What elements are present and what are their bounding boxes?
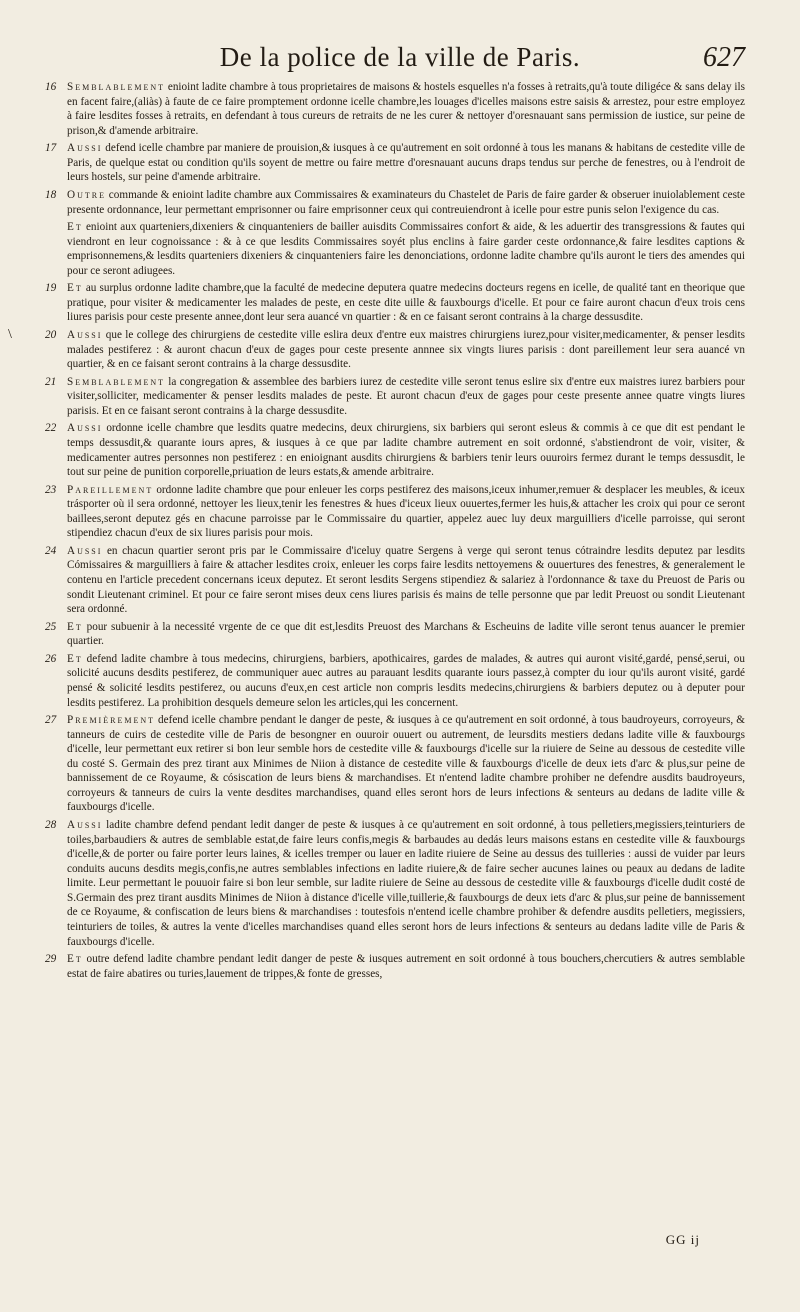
paragraph-text: ordonne icelle chambre que lesdits quatre medecins, deux chirurgiens, six barbiers qui seront esleus & commis à ce que dit est pendant le temps dessusdit,& quarante iours apres, & iusques à ce que par ladite chambre autrement en soit ordonné, s'abstiendront de voir, visiter, & medicamenter autres personnes non pestiferez : en enioignant ausdits chirurgiens & barbiers tenir leurs ouuroirs fermez durant le temps dessusdit, le tout sur peine de punition corporelle,priuation de leurs estats,& amende arbitraire. (67, 422, 745, 479)
paragraph-text: au surplus ordonne ladite chambre,que la faculté de medecine deputera quatre medecins docteurs regens en icelle, de qualité tant en theorique que pratique, pour visiter & medicamenter les malades de peste, en ceste dite uille & fauxbourgs d'icelle. Et pour ce faire auront chacun d'eux trois cens liures parisis pour ceste presente annee,dont leur sera auancé vn quartier : & en ce faisant seront contrains à la charge dessusdite. (67, 282, 745, 324)
page-number: 627 (703, 42, 745, 73)
paragraph-text: en chacun quartier seront pris par le Commissaire d'iceluy quatre Sergens à verge qui seront tenus cótraindre lesdits deputez par lesdits Cómissaires & marguilliers à faire & attacher lesdites croix, enleuer les corps faire lesdits nettoyemens & ouuertures des fenestres, & generalement le contenu en l'article precedent concernans iceux deputez. Et seront lesdits Sergens stipendiez & salariez à l'ordonnance & taxe du Preuost de Paris ou sondit Lieutenant criminel. Et pour ce faire seront mises deux cens liures parisis és mains de telle personne que par ledit Preuost ou sondit Lieutenant sera ordonné. (67, 544, 745, 616)
paragraph-28 (45, 818, 745, 949)
paragraph-number: 24 (45, 544, 57, 557)
paragraph-29 (45, 952, 745, 981)
paragraph-24 (45, 544, 745, 617)
margin-mark: \ (8, 327, 12, 342)
paragraph-number: 21 (45, 375, 57, 388)
paragraph-number: 23 (45, 483, 57, 496)
paragraph-number: 17 (45, 142, 57, 155)
paragraph-25 (45, 620, 745, 649)
paragraph-17 (45, 141, 745, 185)
paragraph-text: ladite chambre defend pendant ledit danger de peste & iusques à ce qu'autrement en soit ordonné, à tous pelletiers,megissiers,teinturiers de toiles,barbaudiers & autres de semblable estat,de faire leurs confis,megis & barbaudes au dedás leurs maisons estans en cestedite ville & fauxbourgs d'icelle,& de porter ou faire porter leurs laines, & icelles tremper ou lauer en ladite riuiere de Seine au dessus des tuilleries : aussi de vuider par leurs conduits aucuns desdits megis,confis,ne autres semblables infections en ladite riuiere,& de faire secher aucunes laines ou peaux au dedans de ladite limite. Leur permettant le pouuoir faire si bon leur semble, sur ladite riuiere de Seine au dessous de cestedite ville & fauxbourgs d'icelle dudit costé de S.Germain des prez tirant ausdits Minimes de Niion à distance d'icelle ville,tuillerie,& fauxbourgs de deux iets d'arc & plus,sur peine de bannissement de ce Royaume, & confiscation de leurs biens & marchandises : toutesfois n'entend icelle chambre prohiber & defendre ausdits pelletiers, megissiers, teinturiers de toiles, & autres la vente d'icelles marchandises quand elles seront hors de leurs infections & senteurs au dedans ladite ville de Paris & fauxbourgs d'icelle. (67, 819, 745, 948)
paragraph-text: pour subuenir à la necessité vrgente de ce que dit est,lesdits Preuost des Marchans & Escheuins de ladite ville seront tenus auancer le premier quartier. (67, 620, 745, 648)
paragraph-lead: Aussi (67, 819, 103, 831)
paragraph-text: defend icelle chambre par maniere de prouision,& iusques à ce qu'autrement en soit ordonné à tous les manans & habitans de cestedite ville de Paris, de quelque estat ou condition qu'ils soyent de mettre ou faire mettre d'oresnauant aucuns draps tendus sur perche de fenestres, ou à l'endroit de leurs hostels, sur peine d'amende arbitraire. (67, 142, 745, 184)
paragraph-text: outre defend ladite chambre pendant ledit danger de peste & iusques autrement en soit ordonné à tous bouchers,chercutiers & autres semblable estat de faire abatires ou turies,lauement de trippes,& fonte de gresses, (67, 953, 745, 980)
paragraph-text: commande & enioint ladite chambre aux Commissaires & examinateurs du Chastelet de Paris de faire garder & obseruer inuiolablement ceste presente ordonnance, leur permettant emprisonner ou faire emprisonner ceux qui contreuiendront à icelle pour estre punis selon l'exigence du cas. (67, 188, 745, 216)
page-title: De la police de la ville de Paris. (219, 42, 581, 72)
paragraph-number: 27 (45, 714, 57, 727)
paragraph-23 (45, 483, 745, 541)
paragraph-number: 25 (45, 620, 57, 633)
paragraph-lead: Aussi (67, 544, 103, 557)
paragraph-text: que le college des chirurgiens de cestedite ville eslira deux d'entre eux maistres chirurgiens iurez,pour visiter,medicamenter, & penser lesdits malades pestiferez : & auront chacun d'eux de gages pour ceste presente annnee six vingts liures parisis : dont pareillement leur sera auancé vn quartier, & en ce faisant seront contrains à la charge dessusdite. (67, 329, 745, 371)
paragraph-lead: Aussi (67, 329, 103, 341)
paragraph-number: 29 (45, 953, 57, 966)
paragraph-lead: Outre (67, 188, 106, 201)
paragraph-number: 18 (45, 188, 57, 201)
paragraph-lead: Aussi (67, 142, 103, 155)
paragraph-text: la congregation & assemblee des barbiers iurez de cestedite ville seront tenus eslire six d'entre eux maistres iurez barbiers pour visiter,solliciter, medicamenter & penser lesdits malades de peste. Et auront chacun d'eux de gages pour ceste presente annee quatre vingts liures parisis. Et en ce faisant seront contrains à la charge dessusdite. (67, 375, 745, 417)
paragraph-lead: Semblablement (67, 81, 165, 93)
paragraph-16 (45, 80, 745, 138)
signature-mark: GG ij (665, 1232, 700, 1247)
paragraph-lead: Semblablement (67, 375, 165, 388)
paragraph-lead: Et (67, 953, 83, 966)
paragraph-number (45, 220, 67, 278)
document-body (45, 80, 745, 984)
paragraph-lead: Et (67, 620, 83, 633)
paragraph-number: 26 (45, 652, 57, 665)
paragraph-lead: Aussi (67, 422, 103, 435)
paragraph-18-continued (45, 220, 745, 278)
paragraph-lead: Premièrement (67, 714, 155, 727)
paragraph-20 (45, 328, 745, 372)
paragraph-21 (45, 375, 745, 419)
paragraph-lead: Pareillement (67, 483, 154, 496)
paragraph-18 (45, 188, 745, 217)
paragraph-text: ordonne ladite chambre que pour enleuer les corps pestiferez des maisons,iceux inhumer,remuer & desplacer les meubles, & iceux trásporter où il sera ordonné, nettoyer les lieux,tenir les fenestres & hues d'iceux lieux ouuertes,fermer les huis,& attacher les croix qui pour ce seront baillees,seront deputez gés en chacune parroisse par le Commissaire du quartier, appelez auec luy deux marguilliers d'icelle parroisse, qui seront stipendiez chacun d'eux de six liures parisis pour mois. (67, 483, 745, 540)
page-footer (0, 1232, 800, 1252)
paragraph-number: 19 (45, 282, 57, 295)
paragraph-22 (45, 421, 745, 479)
paragraph-number: 22 (45, 422, 57, 435)
paragraph-text: enioint aux quarteniers,dixeniers & cinquanteniers de bailler auisdits Commissaires confort & aide, & les aduertir des transgressions & fautes qui viendront en leur cognoissance : & à ce que lesdits Commissaires soyét plus enclins à faire garder ceste ordonnance,& faire lesdites captions & emprisonnemens,& lesdits quarteniers dixeniers & cinquanteniers faire les denonciations, ordonne ladite chambre qu'ils auront le tiers des amendes qui pour ce seront adiugees. (67, 221, 745, 277)
paragraph-lead: Et (67, 221, 83, 234)
paragraph-text: enioint ladite chambre à tous proprietaires de maisons & hostels esquelles n'a fosses à retraits,qu'à toute diligéce & sans delay ils en facent faire,(aliàs) à faute de ce faire promptement ordonne icelle chambre,les louages d'icelles maisons estre saisis & arrestez, pour estre employez à faire lesdites fosses à retraits, en defendant à tous cureurs de retraits de ne les curer & nettoyer d'oresnauant sans permission de iustice, sur peine de prison,& d'amende arbitraire. (67, 81, 745, 137)
paragraph-27 (45, 713, 745, 815)
paragraph-text: defend icelle chambre pendant le danger de peste, & iusques à ce qu'autrement en soit ordonné, à tous baudroyeurs, corroyeurs, & tanneurs de cuirs de cestedite ville de Paris de besongner en ouuroir ouuert ou autrement, de leursdits mestiers dedans ladite ville & fauxbourgs d'icelle, leur permettant eux retirer si bon leur semble hors de cestedite ville & fauxbourgs d'icelle sur la riuiere de Seine au dessous de cestedite ville du costé S. Germain des prez tirant aux Minimes de Niion à distance de cestedite ville & fauxbourgs d'icelle de deux iets d'arc & plus,sur peine de bannissement de ce Royaume, & cósiscation de leurs biens & marchandises. Et n'entend ladite chambre prohiber ne defendre ausdits baudroyeurs, corroyeurs & tanneurs de cuirs la vente desdites marchandises, quand elles seront hors de leurs infections & senteurs au dedans de ladite ville & fauxbourgs d'icelle. (67, 714, 745, 814)
paragraph-number: 28 (45, 819, 57, 831)
paragraph-number: 16 (45, 81, 57, 93)
paragraph-19 (45, 281, 745, 325)
paragraph-26 (45, 652, 745, 710)
paragraph-lead: Et (67, 282, 83, 295)
paragraph-lead: Et (67, 652, 83, 665)
paragraph-text: defend ladite chambre à tous medecins, chirurgiens, barbiers, apothicaires, gardes de malades, & autres qui auront visité,gardé, pensé,serui, ou solicité aucuns desdits pestiferez, de communiquer auec autres au parauant lesdits quarante iours passez,à compter du iour qu'ils auront visité, gardé pensé & solicité lesdits pestiferez, ou aucuns d'eux,en cest article non compris lesdits medecins,chirurgiens & barbiers deputez ou à deputer pour lesdits pestiferez. La prohibition desquels demeure selon les articles,qui les concernent. (67, 652, 745, 709)
paragraph-number: 20 (45, 329, 57, 341)
